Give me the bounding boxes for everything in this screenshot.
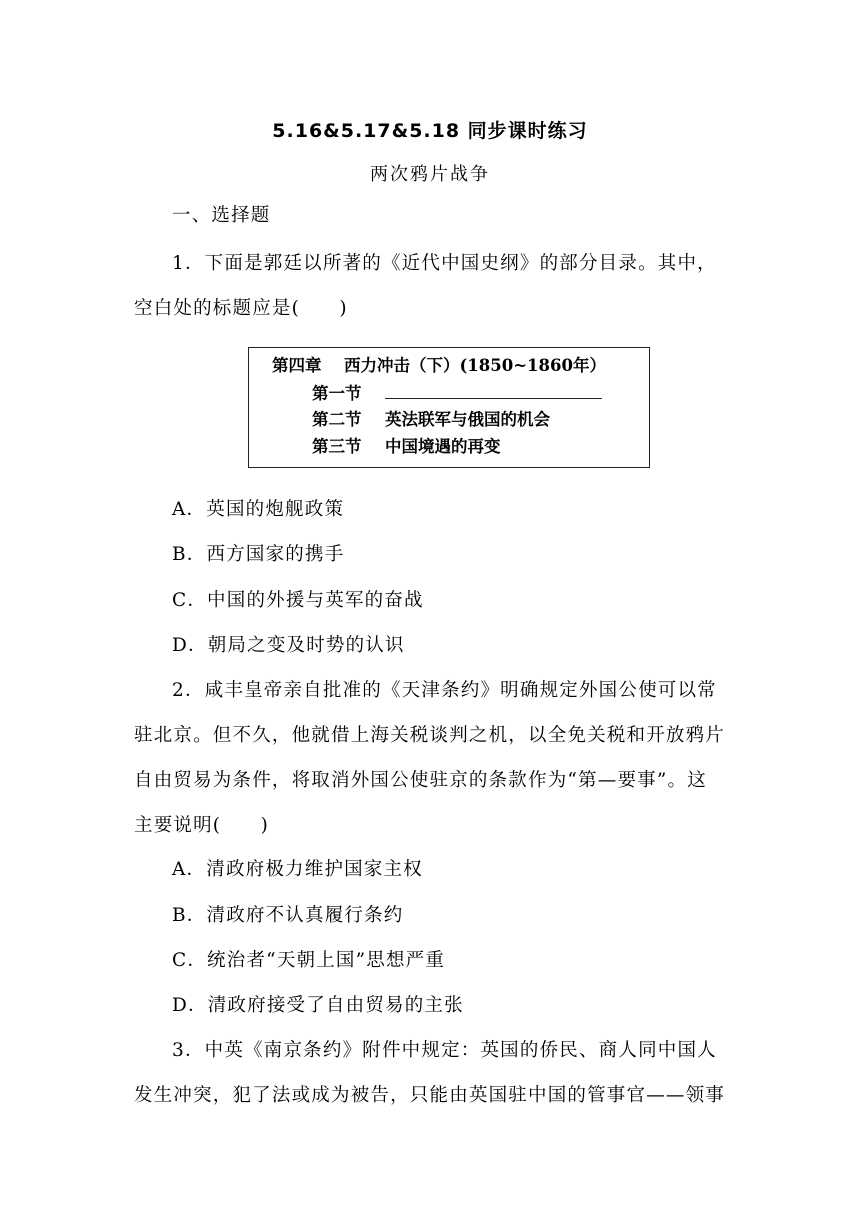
- q3-stem-line1: 3．中英《南京条约》附件中规定：英国的侨民、商人同中国人: [172, 1040, 717, 1061]
- q2-option-c: C．统治者“天朝上国”思想严重: [172, 950, 446, 971]
- q2-option-d: D．清政府接受了自由贸易的主张: [172, 995, 464, 1016]
- toc-sec2-title: 英法联军与俄国的机会: [385, 410, 550, 429]
- q2-stem-line3: 自由贸易为条件，将取消外国公使驻京的条款作为“第—要事”。这: [134, 770, 707, 791]
- q1-option-c: C．中国的外援与英军的奋战: [172, 590, 424, 611]
- q2-stem-line2: 驻北京。但不久，他就借上海关税谈判之机，以全免关税和开放鸦片: [134, 725, 726, 746]
- section-heading: 一、选择题: [172, 205, 271, 226]
- toc-sec3-title: 中国境遇的再变: [385, 437, 501, 456]
- q2-stem-line4: 主要说明( ): [134, 815, 270, 836]
- q2-option-b: B．清政府不认真履行条约: [172, 905, 404, 926]
- toc-sec1-label: 第一节: [312, 384, 362, 403]
- q2-option-a: A．清政府极力维护国家主权: [172, 859, 423, 880]
- page-subtitle: 两次鸦片战争: [370, 164, 490, 185]
- q2-stem-line1: 2．咸丰皇帝亲自批准的《天津条约》明确规定外国公使可以常: [172, 680, 717, 701]
- q1-stem-line2: 空白处的标题应是( ): [134, 298, 348, 319]
- toc-chapter-label: 第四章: [272, 356, 322, 375]
- q1-option-d: D．朝局之变及时势的认识: [172, 635, 405, 656]
- q1-option-b: B．西方国家的携手: [172, 544, 345, 565]
- q3-stem-line2: 发生冲突，犯了法或成为被告，只能由英国驻中国的管事官——领事: [134, 1085, 726, 1106]
- page-title: 5.16&5.17&5.18 同步课时练习: [272, 120, 588, 142]
- toc-sec2-label: 第二节: [312, 410, 362, 429]
- toc-box: [248, 347, 650, 468]
- q1-option-a: A．英国的炮舰政策: [172, 499, 345, 520]
- q1-stem-line1: 1．下面是郭廷以所著的《近代中国史纲》的部分目录。其中，: [172, 253, 717, 274]
- toc-blank-line: [385, 398, 602, 399]
- toc-sec3-label: 第三节: [312, 437, 362, 456]
- toc-chapter-title: 西力冲击（下）(1850~1860年）: [344, 356, 606, 375]
